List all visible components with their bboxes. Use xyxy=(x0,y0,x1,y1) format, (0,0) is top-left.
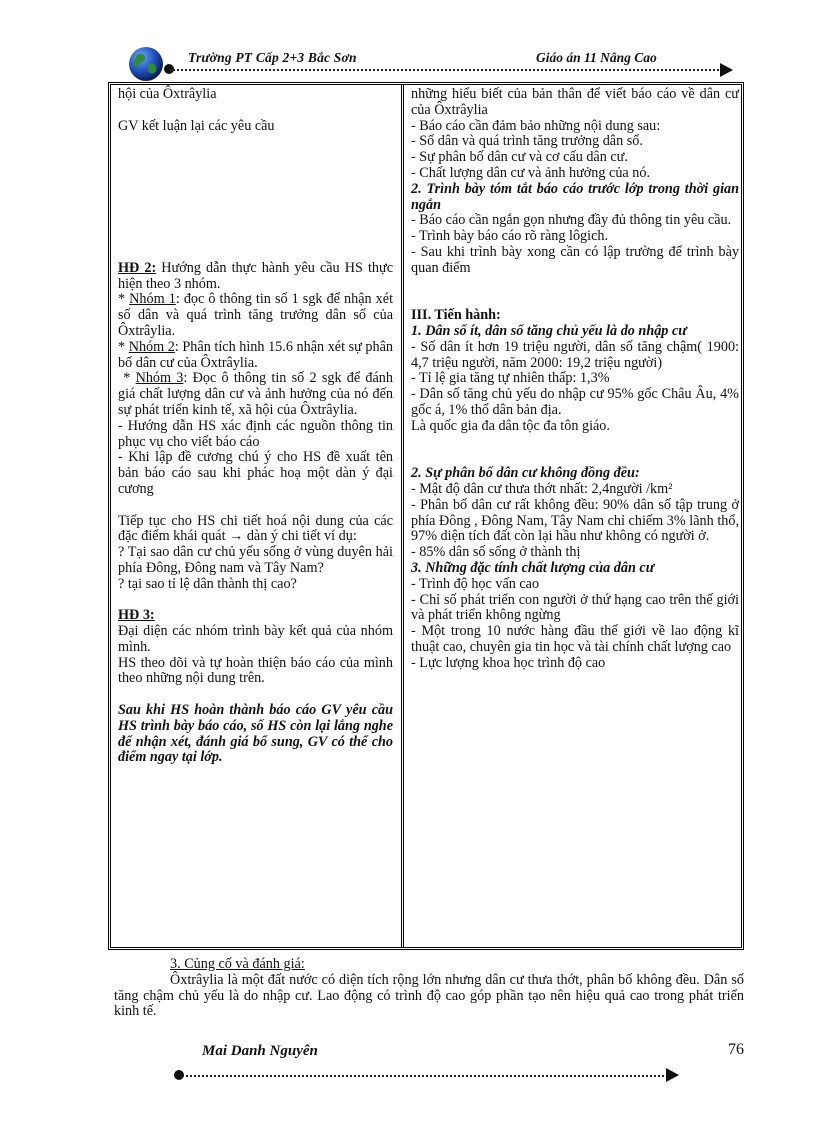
activity-2: HĐ 2: Hướng dẫn thực hành yêu cầu HS thực hiện theo 3 nhóm. xyxy=(118,259,393,292)
text-line: - Trình độ học vấn cao xyxy=(411,575,540,592)
text-line: hội của Ôxtrâylia xyxy=(118,86,217,102)
summary-title: 3. Củng cố và đánh giá: xyxy=(170,956,305,972)
text-line: ? tại sao tỉ lệ dân thành thị cao? xyxy=(118,575,297,592)
text-line: - Phân bố dân cư rất không đều: 90% dân số tập trung ở phía Đông , Đông Nam, Tây Nam chỉ chiếm 3% lãnh thổ, 97% diện tích đất còn lại hầu như không có người ở. xyxy=(411,496,739,545)
footer-rule xyxy=(182,1075,668,1077)
text-line: - Số dân và quá trình tăng trưởng dân số. xyxy=(411,133,643,150)
text-line: những hiểu biết của bản thân để viết báo cáo về dân cư của Ôxtrâylia xyxy=(411,86,739,118)
header-rule xyxy=(170,69,722,71)
text-line: Là quốc gia đa dân tộc đa tôn giáo. xyxy=(411,417,610,434)
summary-section xyxy=(114,957,744,1020)
text-line: HS theo dõi và tự hoàn thiện báo cáo của mình theo những nội dung trên. xyxy=(118,654,393,687)
section-heading: 1. Dân số ít, dân số tăng chủ yếu là do nhập cư xyxy=(411,322,687,339)
text-line: - Báo cáo cần ngắn gọn nhưng đầy đủ thông tin yêu cầu. xyxy=(411,212,732,229)
content-column xyxy=(411,87,739,671)
text-line: - Trình bày báo cáo rõ ràng lôgich. xyxy=(411,228,609,245)
author-name: Mai Danh Nguyên xyxy=(202,1043,318,1059)
text-line: - Một trong 10 nước hàng đầu thế giới về lao động kĩ thuật cao, chuyên gia tin học và tài chính chất lượng cao xyxy=(411,623,739,655)
text-line: - Hướng dẫn HS xác định các nguồn thông tin phục vụ cho viết báo cáo xyxy=(118,417,393,450)
text-line: - 85% dân số sống ở thành thị xyxy=(411,544,581,561)
text-line: - Sự phân bố dân cư và cơ cấu dân cư. xyxy=(411,149,628,166)
text-line: - Báo cáo cần đảm bảo những nội dung sau: xyxy=(411,117,661,134)
group-3-task: * Nhóm 3: Đọc ô thông tin số 2 sgk để đánh giá chất lượng dân cư và ảnh hưởng của nó đến sự phát triển kinh tế, xã hội của Ôxtrâylia. xyxy=(118,370,393,418)
text-line: ? Tại sao dân cư chủ yếu sống ở vùng duyên hải phía Đông, Đông nam và Tây Nam? xyxy=(118,544,393,576)
group-2-task: * Nhóm 2: Phân tích hình 15.6 nhận xét sự phân bố dân cư của Ôxtrâylia. xyxy=(118,338,394,371)
activity-3-heading: HĐ 3: xyxy=(118,607,155,624)
teacher-activities-column xyxy=(118,87,393,766)
conclusion-note: Sau khi HS hoàn thành báo cáo GV yêu cầu HS trình bày báo cáo, số HS còn lại lắng nghe để nhận xét, đánh giá bổ sung, GV có thể cho điểm ngay tại lớp. xyxy=(118,702,393,766)
page-header xyxy=(128,44,738,84)
text-line: - Dân số tăng chủ yếu do nhập cư 95% gốc Châu Âu, 4% gốc á, 1% thổ dân bản địa. xyxy=(411,386,739,418)
arrow-right-icon xyxy=(720,63,733,77)
section-heading: III. Tiến hành: xyxy=(411,307,501,324)
text-line: Tiếp tục cho HS chi tiết hoá nội dung của các đặc điểm khái quát → dàn ý chi tiết ví dụ: xyxy=(118,512,393,545)
globe-icon xyxy=(128,46,164,82)
text-line: Đại diện các nhóm trình bày kết quả của nhóm mình. xyxy=(118,623,393,655)
section-heading: 2. Sự phân bố dân cư không đồng đều: xyxy=(411,465,640,482)
text-line: - Lực lượng khoa học trình độ cao xyxy=(411,654,606,671)
text-line: - Tỉ lệ gia tăng tự nhiên thấp: 1,3% xyxy=(411,370,610,387)
page-number: 76 xyxy=(728,1041,744,1058)
text-line: - Số dân ít hơn 19 triệu người, dân số tăng chậm( 1900: 4,7 triệu người, năm 2000: 19,2 triệu người) xyxy=(411,338,739,371)
section-heading: 2. Trình bày tóm tắt báo cáo trước lớp trong thời gian ngắn xyxy=(411,180,739,213)
lesson-title: Giáo án 11 Nâng Cao xyxy=(536,50,657,65)
lesson-table xyxy=(108,82,744,950)
summary-text: Ôxtrâylia là một đất nước có diện tích rộng lớn nhưng dân cư thưa thớt, phân bố không đều. Dân số tăng chậm chủ yếu là do nhập cư. Lao động có trình độ cao góp phần tạo nên hiệu quả cao trong phát triển kinh tế. xyxy=(114,971,744,1020)
text-line: GV kết luận lại các yêu cầu xyxy=(118,117,275,134)
group-1-task: * Nhóm 1: đọc ô thông tin số 1 sgk để nhận xét số dân và quá trình tăng trưởng dân số của Ôxtrâylia. xyxy=(118,291,394,339)
school-name: Trường PT Cấp 2+3 Bắc Sơn xyxy=(188,50,357,65)
text-line: - Sau khi trình bày xong cần có lập trường để trình bày quan điểm xyxy=(411,243,739,276)
text-line: - Mật độ dân cư thưa thớt nhất: 2,4người /km² xyxy=(411,480,673,497)
arrow-right-icon xyxy=(666,1068,679,1082)
column-divider xyxy=(401,85,404,947)
text-line: - Khi lập đề cương chú ý cho HS đề xuất tên bản báo cáo sau khi phác hoạ một dàn ý đại cương xyxy=(118,449,393,497)
text-line: - Chỉ số phát triển con người ở thứ hạng cao trên thế giới và phát triển không ngừng xyxy=(411,591,739,624)
section-heading: 3. Những đặc tính chất lượng của dân cư xyxy=(411,559,655,576)
text-line: - Chất lượng dân cư và ảnh hưởng của nó. xyxy=(411,164,651,181)
